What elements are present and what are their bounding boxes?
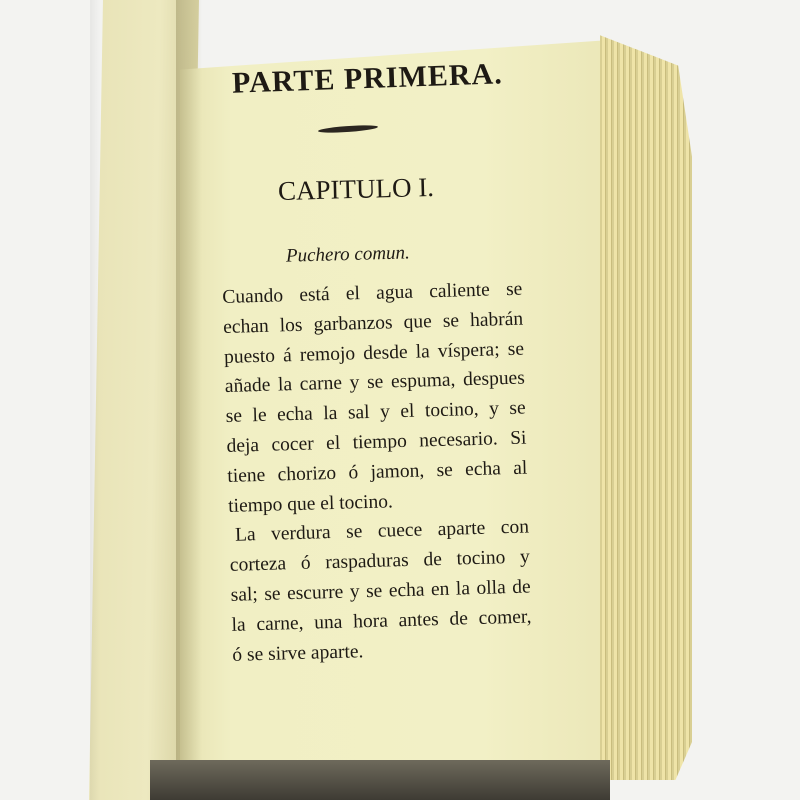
chapter-title: CAPITULO I. [277,171,435,207]
page-edges [600,20,692,780]
body-line: la carne, una hora antes de comer, [231,606,532,636]
body-line: tiempo que el tocino. [227,490,394,517]
book-cover-edge [150,760,610,800]
body-line: deja cocer el tiempo necesario. Si [226,427,527,457]
body-line: ó se sirve aparte. [232,640,364,666]
recipe-body [222,275,533,671]
body-line: corteza ó raspaduras de tocino y [229,546,531,577]
body-line: Cuando está el agua caliente se [222,278,523,308]
body-line: añade la carne y se espuma, despues [224,367,526,398]
body-line: La verdura se cuece aparte con [234,516,530,547]
body-line: tiene chorizo ó jamon, se echa al [227,457,528,487]
book-gutter [176,0,202,800]
page-shadow [90,0,100,800]
recipe-title: Puchero comun. [285,242,411,267]
body-line: se le echa la sal y el tocino, y se [225,397,526,428]
page-heading: PARTE PRIMERA. [231,57,504,100]
body-line: sal; se escurre y se echa en la olla de [230,576,531,606]
body-line: echan los garbanzos que se habrán [222,308,524,338]
body-line: puesto á remojo desde la víspera; se [223,338,525,368]
